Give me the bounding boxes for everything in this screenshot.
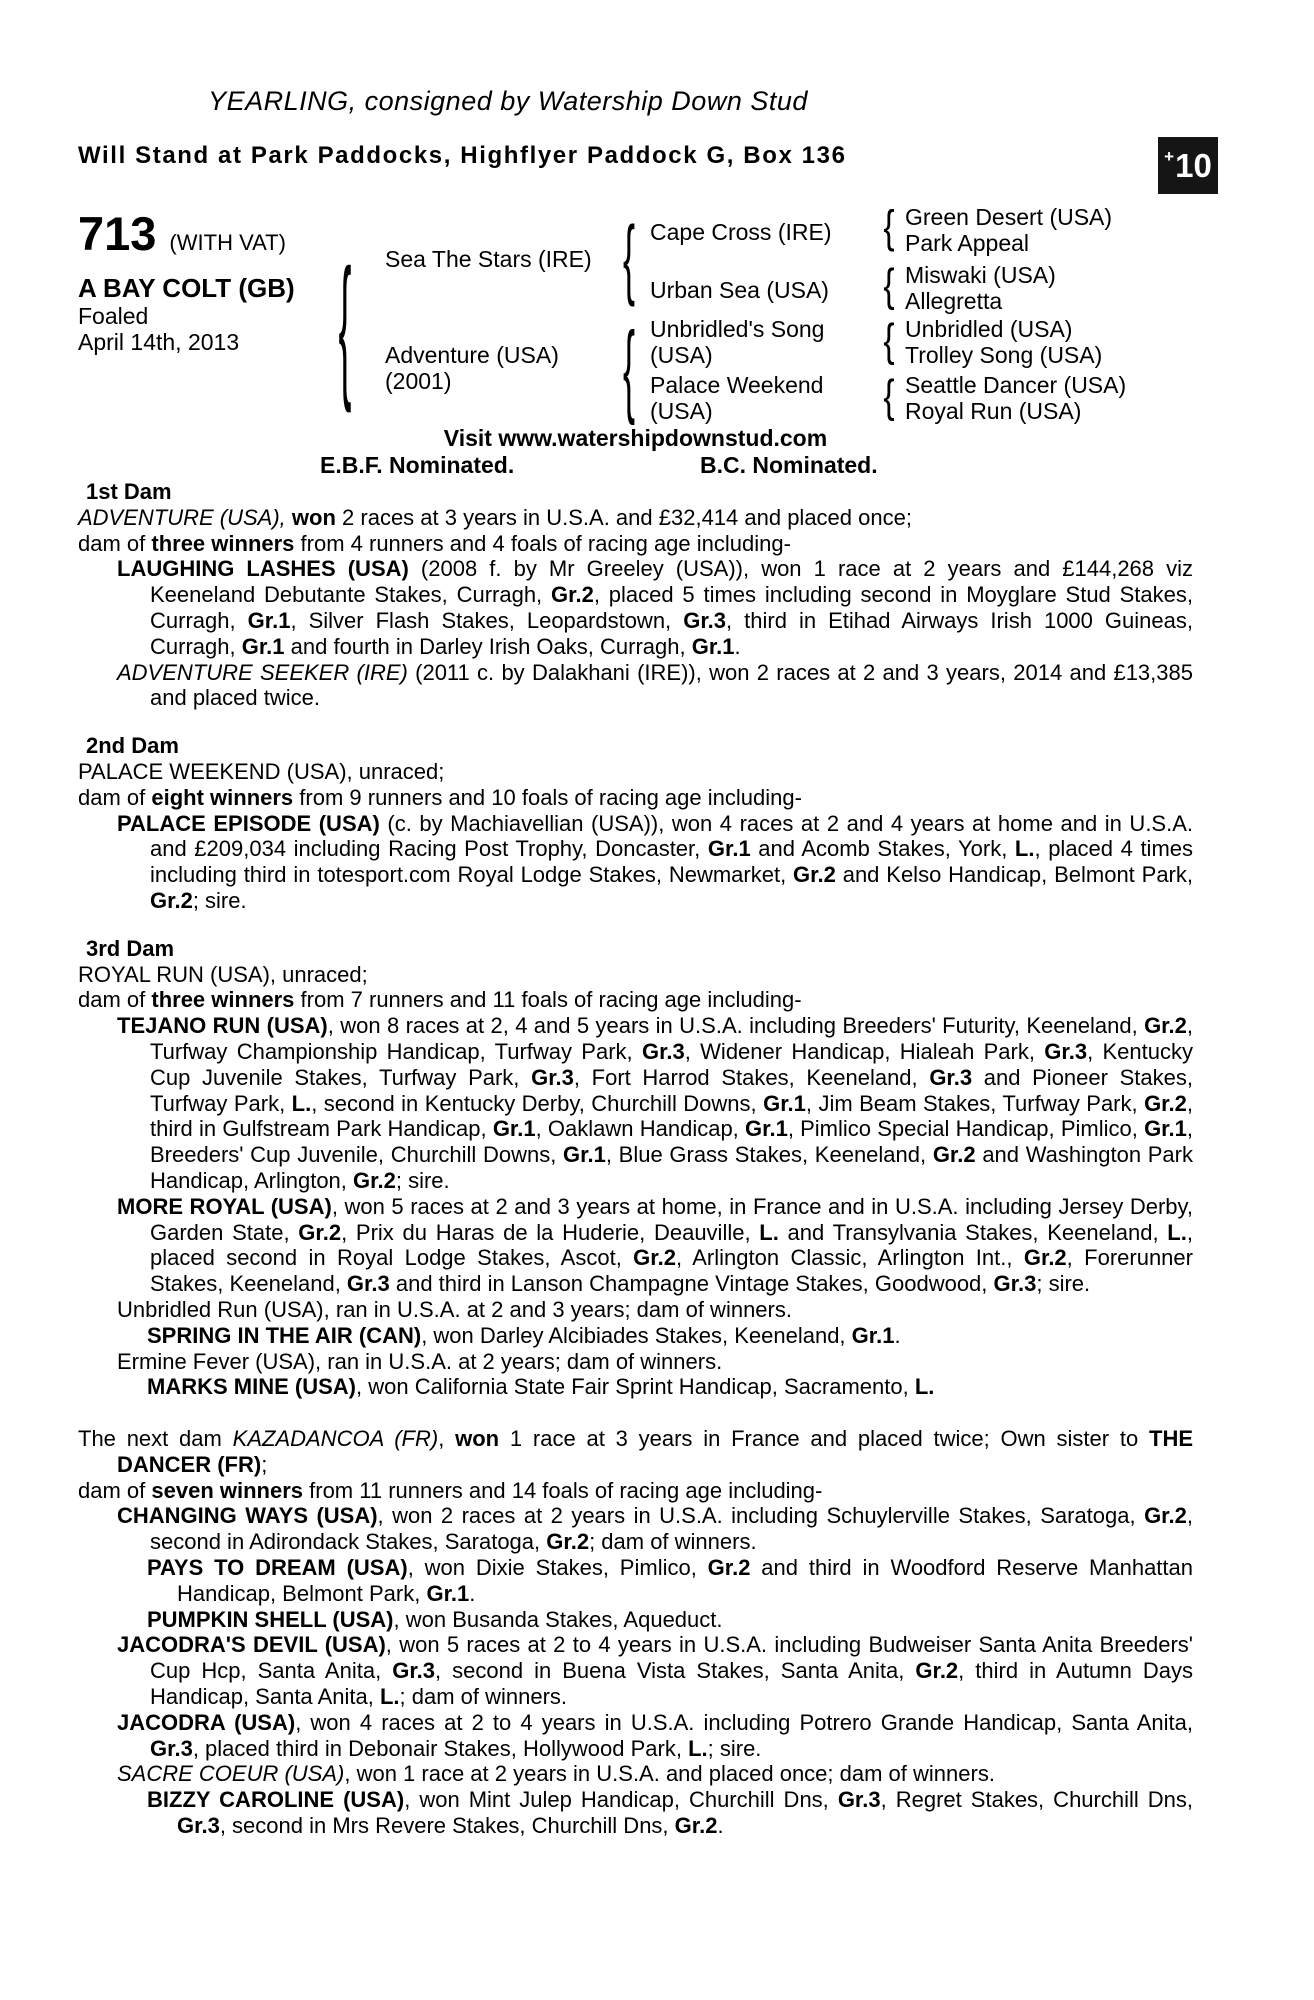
pedigree-brace-gg4: {	[883, 371, 895, 422]
produce-subentry: MARKS MINE (USA), won California State Fair Sprint Handicap, Sacramento, L.	[147, 1374, 935, 1400]
pedigree-brace-gg1: {	[883, 202, 895, 253]
pedigree-dam-year: (2001)	[385, 368, 452, 394]
section-header-1st-dam: 1st Dam	[86, 479, 172, 504]
plus-ten-logo	[1158, 137, 1218, 194]
lot-number: 713	[78, 207, 157, 260]
pedigree-brace-gg3: {	[883, 315, 895, 366]
next-dam-paragraph: The next dam KAZADANCOA (FR), won 1 race at 3 years in France and placed twice; Own sister to THE DANCER (FR);	[78, 1426, 1193, 1477]
pedigree-brace-gen1: {	[338, 240, 352, 416]
produce-entry: ADVENTURE SEEKER (IRE) (2011 c. by Dalakhani (IRE)), won 2 races at 2 and 3 years, 2014 and £13,385 and placed twice.	[117, 659, 1193, 711]
produce-entry: PALACE EPISODE (USA) (c. by Machiavellian (USA)), won 4 races at 2 and 4 years at home and in U.S.A. and £209,034 including Racing Post Trophy, Doncaster, Gr.1 and Acomb Stakes, York, L., placed 4 times including third in totesport.com Royal Lodge Stakes, Newmarket, Gr.2 and Kelso Handicap, Belmont Park, Gr.2; sire.	[117, 810, 1194, 913]
produce-subentry: SPRING IN THE AIR (CAN), won Darley Alcibiades Stakes, Keeneland, Gr.1.	[147, 1322, 901, 1348]
section-header-3rd-dam: 3rd Dam	[86, 935, 175, 961]
pedigree-gg-sire-dam-dam: Allegretta	[905, 288, 1003, 314]
dam-race-record: PALACE WEEKEND (USA), unraced;	[78, 758, 445, 784]
produce-entry: MORE ROYAL (USA), won 5 races at 2 and 3 years at home, in France and in U.S.A. including Jersey Derby, Garden State, Gr.2, Prix du Haras de la Huderie, Deauville, L. and Transylvania Stakes, Keeneland, L., placed second in Royal Lodge Stakes, Ascot, Gr.2, Arlington Classic, Arlington Int., Gr.2, Forerunner Stakes, Keeneland, Gr.3 and third in Lanson Champagne Vintage Stakes, Goodwood, Gr.3; sire.	[117, 1193, 1193, 1297]
stud-website-line: Visit www.watershipdownstud.com	[443, 425, 828, 451]
dam-produce-summary: dam of three winners from 7 runners and 11 foals of racing age including-	[78, 987, 802, 1013]
logo-number: 10	[1175, 147, 1212, 184]
pedigree-gg-dam-sire-dam: Trolley Song (USA)	[905, 342, 1103, 368]
produce-entry: CHANGING WAYS (USA), won 2 races at 2 years in U.S.A. including Schuylerville Stakes, Saratoga, Gr.2, second in Adirondack Stakes, Saratoga, Gr.2; dam of winners.	[117, 1503, 1193, 1555]
pedigree-gg-sire-sire-sire: Green Desert (USA)	[905, 204, 1113, 230]
pedigree-gg-sire-dam-sire: Miswaki (USA)	[905, 262, 1056, 288]
pedigree-dam-sire: Unbridled's Song	[650, 316, 825, 342]
pedigree-brace-dam: {	[622, 312, 636, 427]
pedigree-dam-dam: Palace Weekend	[650, 372, 824, 398]
produce-entry: JACODRA (USA), won 4 races at 2 to 4 years in U.S.A. including Potrero Grande Handicap, Santa Anita, Gr.3, placed third in Debonair Stakes, Hollywood Park, L.; sire.	[117, 1709, 1194, 1761]
horse-description: A BAY COLT (GB)	[78, 273, 295, 303]
produce-entry: TEJANO RUN (USA), won 8 races at 2, 4 and 5 years in U.S.A. including Breeders' Futurity, Keeneland, Gr.2, Turfway Championship Handicap, Turfway Park, Gr.3, Widener Handicap, Hialeah Park, Gr.3, Kentucky Cup Juvenile Stakes, Turfway Park, Gr.3, Fort Harrod Stakes, Keeneland, Gr.3 and Pioneer Stakes, Turfway Park, L., second in Kentucky Derby, Churchill Downs, Gr.1, Jim Beam Stakes, Turfway Park, Gr.2, third in Gulfstream Park Handicap, Gr.1, Oaklawn Handicap, Gr.1, Pimlico Special Handicap, Pimlico, Gr.1, Breeders' Cup Juvenile, Churchill Downs, Gr.1, Blue Grass Stakes, Keeneland, Gr.2 and Washington Park Handicap, Arlington, Gr.2; sire.	[117, 1013, 1193, 1193]
consignor-line: YEARLING, consigned by Watership Down Stud	[208, 86, 808, 116]
produce-subentry: BIZZY CAROLINE (USA), won Mint Julep Handicap, Churchill Dns, Gr.3, Regret Stakes, Churchill Dns, Gr.3, second in Mrs Revere Stakes, Churchill Dns, Gr.2.	[147, 1787, 1194, 1839]
dam-race-record: ROYAL RUN (USA), unraced;	[78, 961, 368, 987]
ebf-nomination: E.B.F. Nominated.	[320, 452, 515, 478]
lot-header	[78, 207, 286, 260]
dam-produce-summary: dam of three winners from 4 runners and 4 foals of racing age including-	[78, 530, 791, 556]
dam-race-record: ADVENTURE (USA), won 2 races at 3 years in U.S.A. and £32,414 and placed once;	[78, 504, 912, 530]
foaled-label: Foaled	[78, 303, 149, 329]
section-header-2nd-dam: 2nd Dam	[86, 733, 179, 759]
pedigree-dam-dam-suffix: (USA)	[650, 398, 713, 424]
produce-subentry: PUMPKIN SHELL (USA), won Busanda Stakes, Aqueduct.	[147, 1606, 723, 1632]
pedigree-gg-dam-dam-sire: Seattle Dancer (USA)	[905, 372, 1127, 398]
catalog-body	[78, 479, 1193, 1839]
produce-entry: SACRE COEUR (USA), won 1 race at 2 years in U.S.A. and placed once; dam of winners.	[117, 1761, 995, 1787]
pedigree-gg-dam-sire-sire: Unbridled (USA)	[905, 316, 1073, 342]
produce-subentry: PAYS TO DREAM (USA), won Dixie Stakes, Pimlico, Gr.2 and third in Woodford Reserve Manhattan Handicap, Belmont Park, Gr.1.	[147, 1555, 1193, 1606]
pedigree-sire-sire: Cape Cross (IRE)	[650, 219, 832, 245]
pedigree-brace-gg2: {	[883, 260, 895, 311]
logo-plus-sign: +	[1164, 147, 1175, 166]
pedigree-gg-dam-dam-dam: Royal Run (USA)	[905, 398, 1082, 424]
produce-entry: LAUGHING LASHES (USA) (2008 f. by Mr Greeley (USA)), won 1 race at 2 years and £144,268 viz Keeneland Debutante Stakes, Curragh, Gr.2, placed 5 times including second in Moyglare Stud Stakes, Curragh, Gr.1, Silver Flash Stakes, Leopardstown, Gr.3, third in Etihad Airways Irish 1000 Guineas, Curragh, Gr.1 and fourth in Darley Irish Oaks, Curragh, Gr.1.	[117, 556, 1194, 659]
foaled-date: April 14th, 2013	[78, 329, 240, 355]
pedigree-brace-sire: {	[622, 210, 636, 309]
pedigree-sire-dam: Urban Sea (USA)	[650, 277, 829, 303]
produce-entry: JACODRA'S DEVIL (USA), won 5 races at 2 to 4 years in U.S.A. including Budweiser Santa Anita Breeders' Cup Hcp, Santa Anita, Gr.3, second in Buena Vista Stakes, Santa Anita, Gr.2, third in Autumn Days Handicap, Santa Anita, L.; dam of winners.	[117, 1632, 1193, 1710]
produce-entry: Ermine Fever (USA), ran in U.S.A. at 2 years; dam of winners.	[117, 1348, 723, 1374]
pedigree-gg-sire-sire-dam: Park Appeal	[905, 230, 1030, 256]
stand-location-line: Will Stand at Park Paddocks, Highflyer Paddock G, Box 136	[78, 142, 847, 169]
produce-entry: Unbridled Run (USA), ran in U.S.A. at 2 and 3 years; dam of winners.	[117, 1296, 792, 1322]
pedigree-dam: Adventure (USA)	[385, 342, 559, 368]
pedigree-sire: Sea The Stars (IRE)	[385, 246, 592, 272]
dam-produce-summary: dam of eight winners from 9 runners and 10 foals of racing age including-	[78, 784, 802, 810]
vat-note: (WITH VAT)	[169, 230, 286, 255]
bc-nomination: B.C. Nominated.	[700, 452, 878, 478]
pedigree-dam-sire-suffix: (USA)	[650, 342, 713, 368]
dam-produce-summary: dam of seven winners from 11 runners and 14 foals of racing age including-	[78, 1477, 823, 1503]
